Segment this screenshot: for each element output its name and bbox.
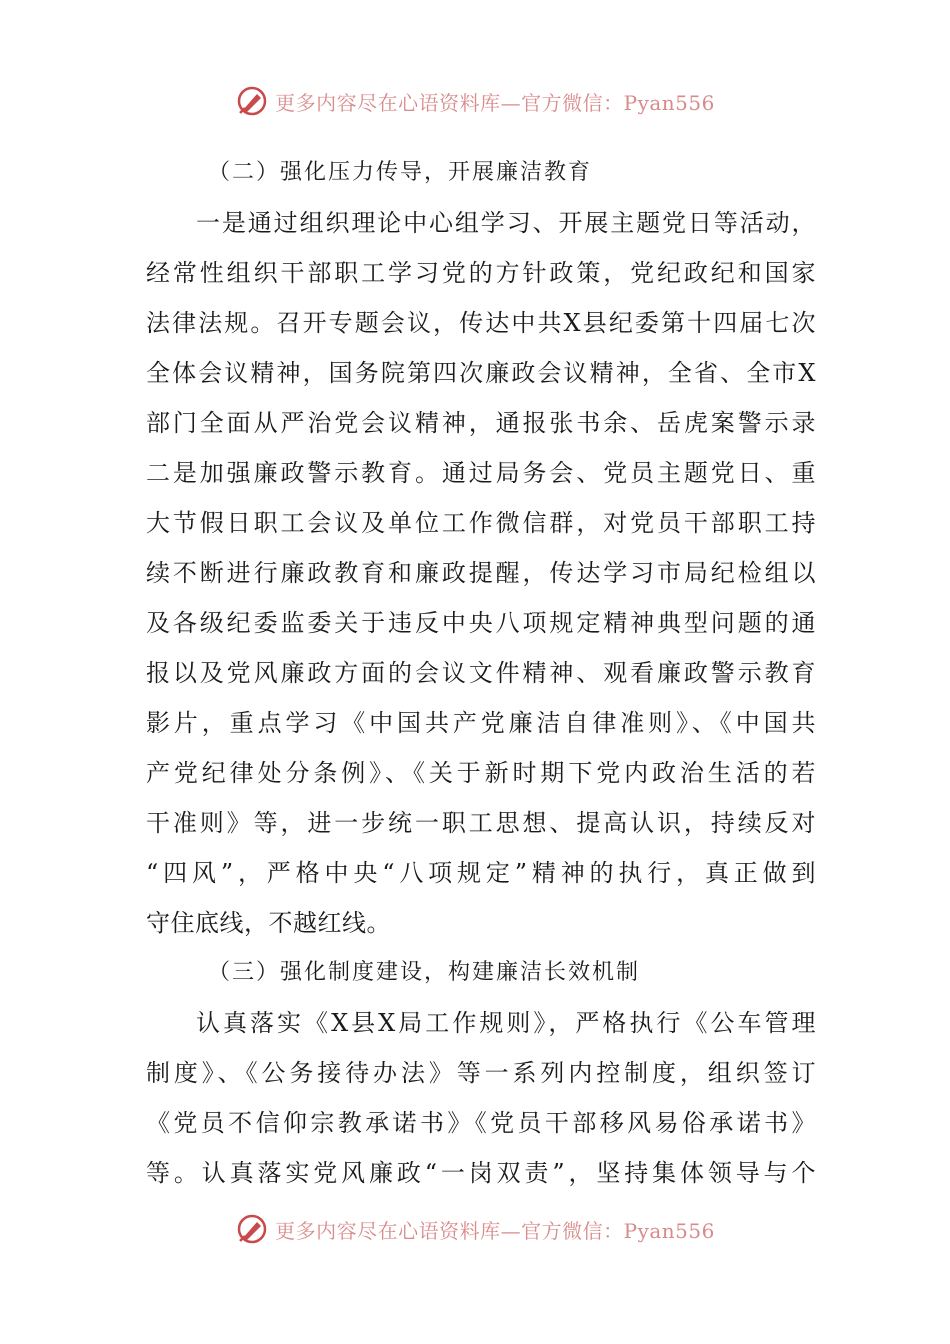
body-line: （二）强化压力传导，开展廉洁教育 <box>208 160 593 185</box>
watermark-banner-bottom <box>0 1212 950 1246</box>
body-line: 干准则》等，进一步统一职工思想、提高认识，持续反对 <box>146 809 816 837</box>
watermark-banner-top <box>0 84 950 118</box>
body-line: 及各级纪委监委关于违反中央八项规定精神典型问题的通 <box>146 609 816 637</box>
body-line: 全体会议精神，国务院第四次廉政会议精神，全省、全市X <box>146 359 816 387</box>
document-body <box>146 148 816 1198</box>
body-line: 认真落实《X县X局工作规则》，严格执行《公车管理 <box>196 1009 816 1037</box>
body-line: 制度》、《公务接待办法》等一系列内控制度，组织签订 <box>146 1059 816 1087</box>
body-line: 《党员不信仰宗教承诺书》《党员干部移风易俗承诺书》 <box>146 1109 816 1137</box>
body-line: 等。认真落实党风廉政“一岗双责”，坚持集体领导与个 <box>146 1159 816 1187</box>
body-line: 报以及党风廉政方面的会议文件精神、观看廉政警示教育 <box>146 659 816 687</box>
body-line: 经常性组织干部职工学习党的方针政策，党纪政纪和国家 <box>146 259 816 287</box>
body-line: 大节假日职工会议及单位工作微信群，对党员干部职工持 <box>146 509 816 537</box>
body-line: 一是通过组织理论中心组学习、开展主题党日等活动， <box>196 209 816 237</box>
body-line: “四风”，严格中央“八项规定”精神的执行，真正做到 <box>146 859 816 887</box>
body-line: 影片，重点学习《中国共产党廉洁自律准则》、《中国共 <box>146 709 816 737</box>
pen-nib-circle-icon <box>235 84 269 118</box>
body-line: 二是加强廉政警示教育。通过局务会、党员主题党日、重 <box>146 459 816 487</box>
body-line: 产党纪律处分条例》、《关于新时期下党内政治生活的若 <box>146 759 816 787</box>
body-line: 法律法规。召开专题会议，传达中共X县纪委第十四届七次 <box>146 309 816 337</box>
body-line: 部门全面从严治党会议精神，通报张书余、岳虎案警示录 <box>146 409 816 437</box>
body-line: （三）强化制度建设，构建廉洁长效机制 <box>208 960 641 985</box>
body-line: 续不断进行廉政教育和廉政提醒，传达学习市局纪检组以 <box>146 559 816 587</box>
pen-nib-circle-icon <box>235 1212 269 1246</box>
watermark-text: 更多内容尽在心语资料库—官方微信：Pyan556 <box>275 1218 715 1243</box>
body-line: 守住底线，不越红线。 <box>146 909 391 937</box>
watermark-text: 更多内容尽在心语资料库—官方微信：Pyan556 <box>275 90 715 115</box>
